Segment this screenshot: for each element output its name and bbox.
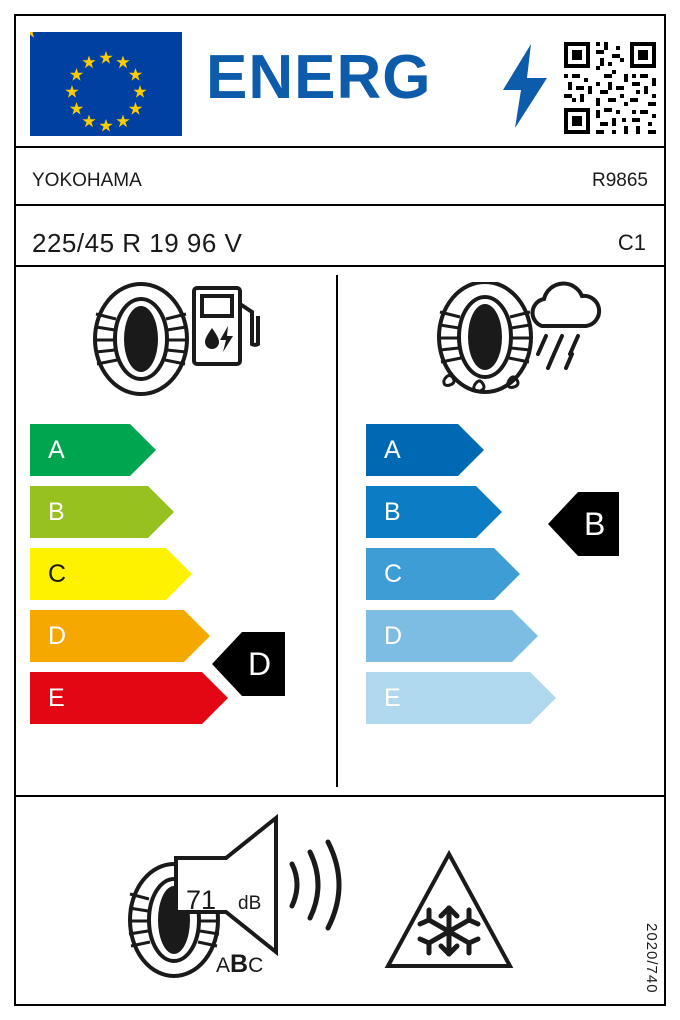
fuel-grade-a: A (30, 424, 130, 476)
noise-class-c: C (248, 954, 264, 977)
tyre-icon (86, 282, 196, 397)
wet-grade-d: D (366, 610, 512, 662)
grade-row (366, 548, 530, 600)
noise-class-b: B (230, 950, 249, 978)
fuel-grade-e: E (30, 672, 202, 724)
wet-grade-b: B (366, 486, 476, 538)
noise-unit: dB (238, 893, 262, 914)
noise-class-a: A (216, 954, 231, 977)
registration-code: R9865 (592, 170, 648, 191)
grade-row (366, 486, 530, 538)
divider-header (16, 146, 664, 148)
fuel-grade-c: C (30, 548, 166, 600)
grade-row (30, 486, 202, 538)
document-code: 2020/740 (643, 923, 660, 994)
fuel-grade-d: D (30, 610, 184, 662)
fuel-rating-value: D (248, 645, 272, 682)
noise-value: 71 (186, 885, 217, 915)
tyre-size: 225/45 R 19 96 V (32, 228, 243, 258)
qr-code-icon (562, 40, 658, 136)
wet-grip-rating-value: B (584, 505, 606, 542)
wet-grade-e: E (366, 672, 530, 724)
divider-size (16, 265, 664, 267)
grade-row (30, 548, 202, 600)
divider-vertical (336, 275, 338, 787)
grade-row (366, 424, 530, 476)
divider-supplier (16, 204, 664, 206)
divider-bottom (16, 795, 664, 797)
wet-grip-rating-badge (578, 492, 619, 556)
fuel-grade-scale (30, 424, 202, 734)
grade-row (30, 672, 202, 724)
rain-cloud-icon (524, 280, 606, 372)
grade-row (30, 424, 202, 476)
grade-row (366, 672, 530, 724)
tyre-class: C1 (617, 230, 646, 255)
grade-row (366, 610, 530, 662)
wet-grade-a: A (366, 424, 458, 476)
wet-grip-grade-scale (366, 424, 530, 734)
eu-flag-icon (30, 32, 182, 136)
snowflake-mountain-icon (384, 848, 514, 974)
page-title: ENERG (206, 43, 432, 112)
fuel-grade-b: B (30, 486, 148, 538)
eu-stars-icon (30, 32, 182, 136)
fuel-pump-icon (190, 282, 262, 368)
wet-grade-c: C (366, 548, 494, 600)
label-header (16, 16, 664, 146)
energy-bolt-icon (501, 44, 549, 128)
noise-class-scale (216, 950, 263, 979)
supplier-brand: YOKOHAMA (32, 170, 142, 191)
fuel-rating-badge (242, 632, 285, 696)
grade-row (30, 610, 202, 662)
